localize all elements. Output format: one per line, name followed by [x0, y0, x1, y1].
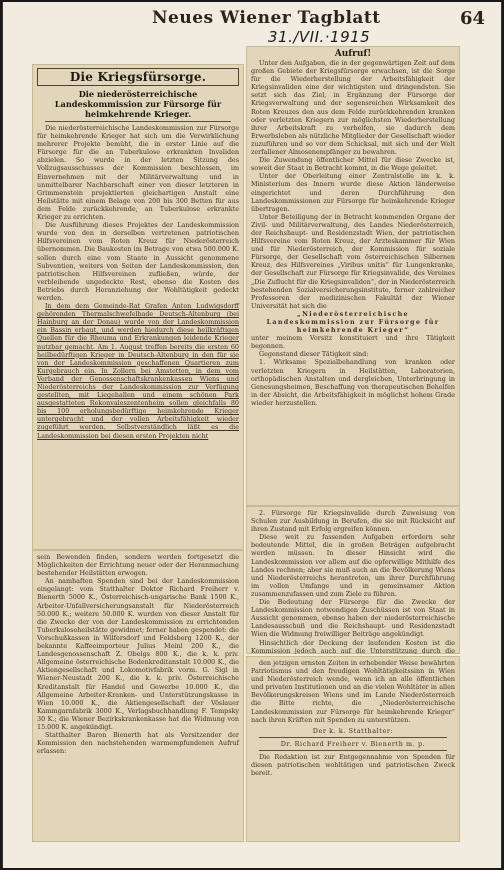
archive-sheet: [2, 2, 502, 868]
article-subtitle: Die niederösterreichische Landeskommission zur Fürsorge für heimkehrende Krieger.: [54, 89, 222, 119]
appeal-paragraph: Diese weit zu fassenden Aufgaben erfordern sehr bedeutende Mittel, die in großen Beträgen aufgebracht werden müssen. In dieser Hinsicht wird die Landeskommission vor allem auf die opferwillige Mithilfe des Landes rechnen; aber sie muß auch an die Bevölkerung Wiens und Niederösterreichs herantreten, um ihrer Durchführung im vollen Umfange und in gemeinsamer Aktion zusammenzufassen und zum Ziele zu führen.: [251, 533, 455, 598]
article-paragraph: An namhaften Spenden sind bei der Landeskommission eingelangt: vom Statthalter Doktor Richard Freiherr v. Bienerth 5000 K., Österreichisch-ungarische Bank 1500 K., Arbeiter-Unfallversicherungsanstalt für Niederösterreich 50.000 K.; weitere 50.000 K. wurden von dieser Anstalt für die Zwecke der von der Landeskommission zu errichtenden Tuberkuloseheilstätte gewidmet; ferner haben gespendet: die Vorschußkassen in Wilfersdorf und Feldsberg 1200 K., der bekannte Kaffeeimporteur Julius Meinl 200 K., die Landesgenossenschaft Z. Obelgs 800 K., die k. k. priv. Allgemeine österreichische Bodenkreditanstalt 10.000 K., die Aktiengesellschaft und Lokomotivfabrik vorm. G. Sigl in Wiener-Neustadt 200 K., die k. k. priv. Österreichische Kreditanstalt für Handel und Gewerbe 10.000 K., die Allgemeine Arbeiter-Kranken- und Unterstützungskasse in Wien 10.000 K., die Aktiengesellschaft der Vöslauer Kammgarnfabrik 3000 K., Verlagsbuchhandlung F. Tempsky 30 K.; die Wiener Bezirkskrankenkasse hat die Widmung von 15.000 K. angekündigt.: [37, 577, 239, 731]
appeal-paragraph: 1. Wirksame Spezialbehandlung von kranken oder verletzten Kriegern in Heilstätten, Laboratorien, orthopädischen Anstalten und dergleichen, Unterbringung in Genesungsheimen, Beschaffung von therapeutischen Behelfen in der Absicht, die Arbeitsfähigkeit in möglichst hohem Grade wieder herzustellen.: [251, 358, 455, 407]
handwritten-date: 31./VII.·1915: [268, 28, 371, 46]
appeal-paragraph: Unter Beteiligung der in Betracht kommenden Organe der Zivil- und Militärverwaltung, des Landes Niederösterreich, der Reichshaupt- und Residenzstadt Wien, der patriotischen Hilfsvereine vom Roten Kreuz, der Arzteskammer für Wien und für Niederösterreich, der Kommission für soziale Fürsorge, der Gesellschaft vom österreichischen Silbernen Kreuz, des Hilfsvereines „Viribus unitis“ für Lungenkranke, der Gesellschaft zur Fürsorge für Kriegsinvalide, des Vereines „Die Zuflucht für die Kriegsinvaliden“, der in Niederösterreich bestehenden Sozialversicherungsinstitute, ferner zahlreicher Professoren der medizinischen Fakultät der Wiener Universität hat sich die: [251, 212, 455, 310]
article-paragraph: Statthalter Baron Bienerth hat als Vorsitzender der Kommission den nachstehenden warmempfundenen Aufruf erlassen:: [37, 731, 239, 756]
clipping-left-bottom: [32, 550, 244, 842]
signature: Dr. Richard Freiherr v. Bienerth m. p.: [280, 739, 426, 748]
closing-office: Der k. k. Statthalter:: [312, 726, 394, 735]
article-title: Die Kriegsfürsorge.: [69, 70, 207, 84]
frame-left: [2, 2, 3, 868]
appeal-paragraph: Die Bedeutung der Fürsorge für die Zwecke der Landeskommission notwendigen Zuschüssen ist von Staat in Aussicht genommen, ebenso haben der niederösterreichische Landesausschuß und die Reichshaupt- und Residenzstadt Wien die Widmung freiwilliger Beiträge angekündigt.: [251, 598, 455, 639]
appeal-paragraph: den jetzigen ernsten Zeiten in erhebender Weise bewährten Patriotismus und den freudigen Wohltätigkeitssinn in Wien und Niederösterreich wende, wenn ich an alle öffentlichen und privaten Institutionen und an die vielen Wohltäter in allen Bevölkerungskreisen Wiens und im Lande Niederösterreich die Bitte richte, die „Niederösterreichische Landeskommission zur Fürsorge für heimkehrende Krieger“ nach ihren Kräften mit Spenden zu unterstützen.: [251, 659, 455, 724]
clipping-left-top: [32, 64, 244, 550]
divider: [259, 737, 447, 738]
newspaper-name: Neues Wiener Tagblatt: [152, 8, 381, 28]
appeal-paragraph: Unter den Aufgaben, die in der gegenwärtigen Zeit auf dem großen Gebiete der Kriegsfürsorge erwachsen, ist die Sorge für die Wiederherstellung der Arbeitsfähigkeit der Kriegsinvaliden eine der wichtigsten und dringendsten. Sie setzt sich das Ziel, in Ergänzung der Fürsorge der Kriegsverwaltung und der segensreichen Wirksamkeit des Roten Kreuzes den aus dem Felde zurückkehrenden kranken oder verletzten Kriegern zur möglichsten Wiederherstellung ihrer Arbeitskraft zu verhelfen, sie dadurch dem Erwerbsleben als nützliche Mitglieder der Gesellschaft wieder zuzuführen und so vor dem Schicksal, mit sich und der Welt zerfallener Almosenempfänger zu bewahren.: [251, 59, 455, 157]
appeal-paragraph: Unter der Oberleitung einer Zentralstelle im k. k. Ministerium des Innern wurde diese Aktion länderweise eingerichtet und deren Durchführung den Landeskommissionen zur Fürsorge für heimkehrende Krieger übertragen.: [251, 172, 455, 213]
frame-right: [501, 2, 502, 868]
closing-note: Die Redaktion ist zur Entgegennahme von Spenden für diesen patriotischen wohltätigen und patriotischen Zweck bereit.: [251, 752, 455, 778]
article-paragraph: Die niederösterreichische Landeskommission zur Fürsorge für heimkehrende Krieger hat sich um die Verwirklichung mehrerer Projekte bemüht, die in erster Linie auf die Fürsorge für die an Tuberkulose erkrankten Invaliden abzielen. So wurde in der letzten Sitzung des Vollzugsausschusses der Kommission beschlossen, im Einvernehmen mit der Militärverwaltung und in unmittelbarer Nachbarschaft einer von dieser letzteren in Grimmenstein projektierten gleichartigen Anstalt eine Heilstätte mit einem Belage von 200 bis 300 Betten für aus dem Felde zurückkehrende, an Tuberkulose erkrankte Krieger zu errichten.: [37, 124, 239, 222]
appeal-heading: Aufruf!: [334, 49, 372, 59]
article-paragraph: sein Bewenden finden, sondern werden fortgesetzt die Möglichkeiten der Errichtung neuer oder der Heranmachung bestehender Heilstätten erwogen.: [37, 553, 239, 578]
clipping-right-middle: [246, 506, 460, 654]
page-number: 64: [460, 8, 486, 29]
commission-name: „Niederösterreichische Landeskommission zur Fürsorge für heimkehrende Krieger“: [266, 309, 440, 335]
divider: [45, 121, 231, 122]
appeal-paragraph: unter meinem Vorsitz konstituiert und ihre Tätigkeit begonnen.: [251, 334, 455, 351]
divider: [259, 750, 447, 751]
article-paragraph: In dem dem Gemeinde-Rat Grafen Anton Ludwigsdorff gehörenden Thermalschwefelbade Deutsch-Altenburg (bei Hainburg an der Donau) wurde von der Landeskommission ein Bassin erbaut, und werden hiedurch diese heilkräftigen Quellen für die Rheuma und Erkrankungen leidende Krieger nutzbar gemacht. Am 1. August treffen bereits die ersten 60 heilbedürftigen Krieger in Deutsch-Altenburg in den für sie von der Landeskommission geschaffenen Quartieren zum Kurgebrauch ein. In Zollern bei Amstetten, in dem vom Verband der Genossenschaftskrankenkassen Wiens und Niederösterreichs der Landeskommission zur Verfügung gestellten, mit Liegehallen und einem schönen Park ausgestatteten Rekonvaleszentenheim sollen gleichfalls 80 bis 100 erholungsbedürftige heimkehrende Krieger untergebracht und der vollen Arbeitsfähigkeit wieder zugeführt werden. Selbstverständlich läßt es die Landeskommission bei diesen ersten Projekten nicht: [37, 302, 239, 440]
article-title-box: [37, 68, 239, 86]
masthead: [2, 4, 502, 46]
appeal-paragraph: Hinsichtlich der Deckung der laufenden Kosten ist die Kommission jedoch auch auf die Unterstützung durch die: [251, 638, 455, 654]
appeal-paragraph: Die Zuwendung öffentlicher Mittel für diese Zwecke ist, soweit der Staat in Betracht kommt, in die Wege geleitet.: [251, 156, 455, 173]
appeal-paragraph: Gegenstand dieser Tätigkeit sind:: [259, 350, 369, 359]
appeal-paragraph: 2. Fürsorge für Kriegsinvalide durch Zuweisung von Schulen zur Ausbildung in Berufen, die sie mit Rücksicht auf ihren Zustand mit Erfolg ergreifen können.: [251, 509, 455, 534]
clipping-right-bottom: [246, 656, 460, 842]
article-paragraph: Die Ausführung dieses Projektes der Landeskommission wurde von den in derselben vertretenen patriotischen Hilfsvereinen vom Roten Kreuz für Niederösterreich übernommen. Die Baukosten im Betrage von etwa 500.000 K. sollen durch eine vom Staate in Aussicht genommene Subvention, weiters von Seiten der Landeskommission, den patriotischen Hilfsvereinen zufließen, würde, der verbleibende ungedeckte Rest, ebenso die Kosten des Betriebs durch Heranziehung der Wohltätigkeit gedeckt werden.: [37, 221, 239, 302]
clipping-right-top: [246, 46, 460, 506]
